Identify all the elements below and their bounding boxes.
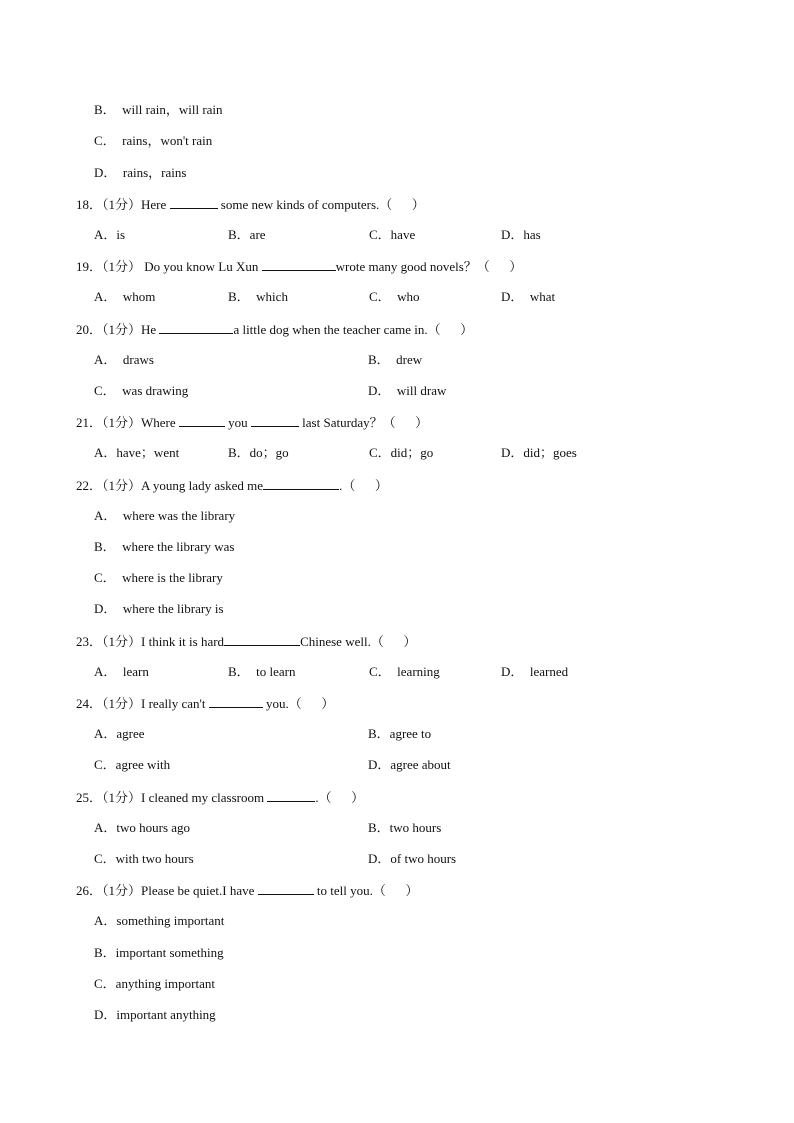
q25-number: 25．（1分） xyxy=(76,790,142,805)
q19-option-d: D． what xyxy=(501,289,556,304)
q19-number: 19．（1分） xyxy=(76,259,142,274)
q18-option-d: D．has xyxy=(501,227,541,242)
q23-text-a: I think it is hard xyxy=(141,634,225,649)
q24-blank xyxy=(209,695,263,708)
q22-option-a: A． where was the library xyxy=(94,508,236,523)
q23-option-b: B． to learn xyxy=(228,664,296,679)
q24-text-b: you.（ ） xyxy=(262,696,335,711)
q23-option-c: C． learning xyxy=(369,664,440,679)
q22-text-a: A young lady asked me xyxy=(141,478,264,493)
q21-text-a: Where xyxy=(141,415,179,430)
q18-option-b: B．are xyxy=(228,227,266,242)
q20-option-b: B． drew xyxy=(368,352,423,367)
q19-text-a: Do you know Lu Xun xyxy=(141,259,262,274)
q26-option-d: D．important anything xyxy=(94,1007,216,1022)
q25-option-c: C．with two hours xyxy=(94,851,194,866)
q24-option-d: D．agree about xyxy=(368,757,451,772)
q25-option-d: D．of two hours xyxy=(368,851,457,866)
q23-stem xyxy=(76,633,416,650)
q21-text-c: last Saturday？（ ） xyxy=(298,415,429,430)
q21-option-b: B．do；go xyxy=(228,445,289,460)
q25-text-a: I cleaned my classroom xyxy=(141,790,268,805)
q25-text-b: .（ ） xyxy=(315,790,365,805)
q25-option-b: B．two hours xyxy=(368,820,442,835)
q18-blank xyxy=(170,196,218,209)
q24-number: 24．（1分） xyxy=(76,696,142,711)
q24-text-a: I really can't xyxy=(141,696,209,711)
q22-stem xyxy=(76,477,388,494)
q18-stem xyxy=(76,196,425,213)
q25-option-a: A．two hours ago xyxy=(94,820,191,835)
q22-option-c: C． where is the library xyxy=(94,570,223,585)
q22-text-b: .（ ） xyxy=(339,478,388,493)
q23-option-d: D． learned xyxy=(501,664,569,679)
q19-option-b: B． which xyxy=(228,289,288,304)
q24-stem xyxy=(76,695,334,712)
q21-option-a: A．have；went xyxy=(94,445,180,460)
q20-option-d: D． will draw xyxy=(368,383,447,398)
q24-option-a: A．agree xyxy=(94,726,145,741)
q26-stem xyxy=(76,882,418,899)
q20-number: 20．（1分） xyxy=(76,322,142,337)
q17-option-c: C． rains，won't rain xyxy=(94,133,213,148)
q26-option-c: C．anything important xyxy=(94,976,215,991)
q20-text-b: a little dog when the teacher came in.（ ） xyxy=(233,322,474,337)
q17-option-b: B． will rain，will rain xyxy=(94,102,223,117)
q26-text-a: Please be quiet.I have xyxy=(141,883,258,898)
q22-option-d: D． where the library is xyxy=(94,601,224,616)
q18-text-b: some new kinds of computers.（ ） xyxy=(217,197,425,212)
q19-text-b: wrote many good novels？（ ） xyxy=(335,259,523,274)
q26-option-b: B．important something xyxy=(94,945,224,960)
q26-option-a: A．something important xyxy=(94,913,225,928)
q25-blank xyxy=(267,789,315,802)
q20-blank xyxy=(159,321,233,334)
q18-option-c: C．have xyxy=(369,227,416,242)
q23-option-a: A． learn xyxy=(94,664,149,679)
q21-blank-1 xyxy=(179,414,225,427)
q21-stem xyxy=(76,414,428,431)
q20-option-a: A． draws xyxy=(94,352,154,367)
q19-stem xyxy=(76,258,522,275)
q26-text-b: to tell you.（ ） xyxy=(313,883,419,898)
q18-option-a: A．is xyxy=(94,227,126,242)
q26-number: 26．（1分） xyxy=(76,883,142,898)
q19-blank xyxy=(262,258,336,271)
q26-blank xyxy=(258,882,314,895)
q20-text-a: He xyxy=(141,322,160,337)
q17-option-d: D． rains，rains xyxy=(94,165,187,180)
q18-text-a: Here xyxy=(141,197,170,212)
q23-text-b: Chinese well.（ ） xyxy=(300,634,417,649)
q23-number: 23．（1分） xyxy=(76,634,142,649)
q22-option-b: B． where the library was xyxy=(94,539,235,554)
q25-stem xyxy=(76,789,364,806)
q21-blank-2 xyxy=(251,414,299,427)
q24-option-c: C．agree with xyxy=(94,757,171,772)
q24-option-b: B．agree to xyxy=(368,726,432,741)
q19-option-c: C． who xyxy=(369,289,420,304)
q23-blank xyxy=(224,633,300,646)
q22-number: 22．（1分） xyxy=(76,478,142,493)
q22-blank xyxy=(263,477,339,490)
q20-stem xyxy=(76,321,473,338)
q21-number: 21．（1分） xyxy=(76,415,142,430)
q21-option-c: C．did；go xyxy=(369,445,434,460)
q18-number: 18．（1分） xyxy=(76,197,142,212)
q20-option-c: C． was drawing xyxy=(94,383,189,398)
q21-text-b: you xyxy=(224,415,251,430)
q21-option-d: D．did；goes xyxy=(501,445,577,460)
q19-option-a: A． whom xyxy=(94,289,156,304)
